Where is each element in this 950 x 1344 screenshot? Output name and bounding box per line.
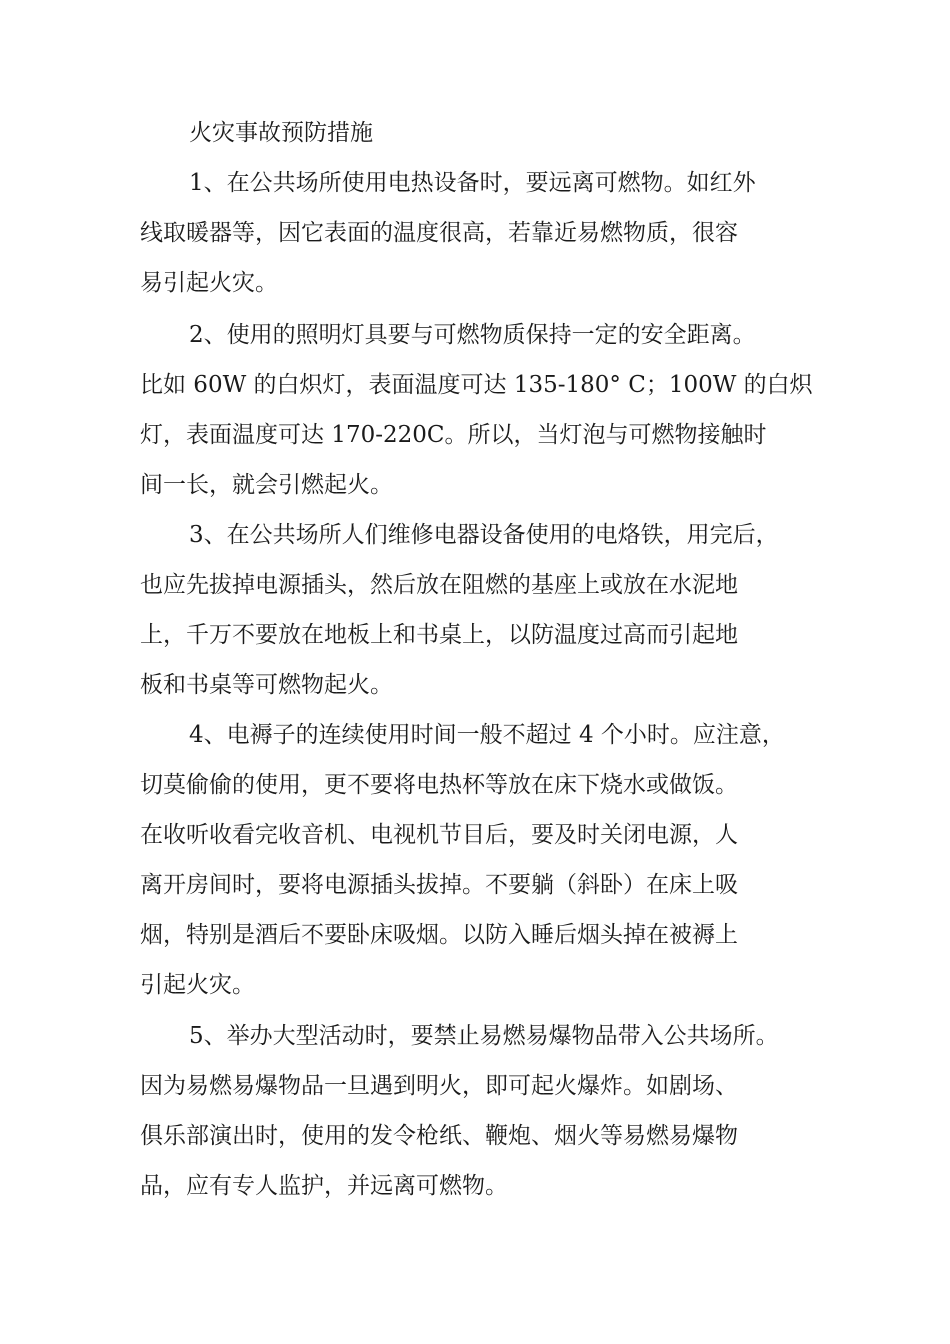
paragraph-3-line-2: 也应先拔掉电源插头，然后放在阻燃的基座上或放在水泥地 <box>140 572 738 598</box>
paragraph-4-line-4: 离开房间时，要将电源插头拔掉。不要躺（斜卧）在床上吸 <box>140 872 738 898</box>
paragraph-1-line-1: 1、在公共场所使用电热设备时，要远离可燃物。如红外 <box>189 170 756 196</box>
paragraph-2-line-4: 间一长，就会引燃起火。 <box>140 472 393 498</box>
paragraph-5-line-1: 5、举办大型活动时，要禁止易燃易爆物品带入公共场所。 <box>189 1023 779 1049</box>
paragraph-4-line-3: 在收听收看完收音机、电视机节目后，要及时关闭电源，人 <box>140 822 738 848</box>
document-title: 火灾事故预防措施 <box>189 120 373 146</box>
paragraph-4-line-1: 4、电褥子的连续使用时间一般不超过 4 个小时。应注意， <box>189 722 785 748</box>
paragraph-3-line-1: 3、在公共场所人们维修电器设备使用的电烙铁，用完后， <box>189 522 779 548</box>
paragraph-1-line-2: 线取暖器等，因它表面的温度很高，若靠近易燃物质，很容 <box>140 220 738 246</box>
paragraph-5-line-4: 品，应有专人监护，并远离可燃物。 <box>140 1173 508 1199</box>
paragraph-5-line-3: 俱乐部演出时，使用的发令枪纸、鞭炮、烟火等易燃易爆物 <box>140 1123 738 1149</box>
paragraph-2-line-1: 2、使用的照明灯具要与可燃物质保持一定的安全距离。 <box>189 322 756 348</box>
paragraph-2-line-3: 灯，表面温度可达 170-220C。所以，当灯泡与可燃物接触时 <box>140 422 767 448</box>
paragraph-4-line-6: 引起火灾。 <box>140 972 255 998</box>
paragraph-1-line-3: 易引起火灾。 <box>140 270 278 296</box>
paragraph-3-line-3: 上，千万不要放在地板上和书桌上，以防温度过高而引起地 <box>140 622 738 648</box>
paragraph-4-line-2: 切莫偷偷的使用，更不要将电热杯等放在床下烧水或做饭。 <box>140 772 738 798</box>
paragraph-5-line-2: 因为易燃易爆物品一旦遇到明火，即可起火爆炸。如剧场、 <box>140 1073 738 1099</box>
paragraph-3-line-4: 板和书桌等可燃物起火。 <box>140 672 393 698</box>
paragraph-4-line-5: 烟，特别是酒后不要卧床吸烟。以防入睡后烟头掉在被褥上 <box>140 922 738 948</box>
paragraph-2-line-2: 比如 60W 的白炽灯，表面温度可达 135-180° C；100W 的白炽 <box>140 372 813 398</box>
